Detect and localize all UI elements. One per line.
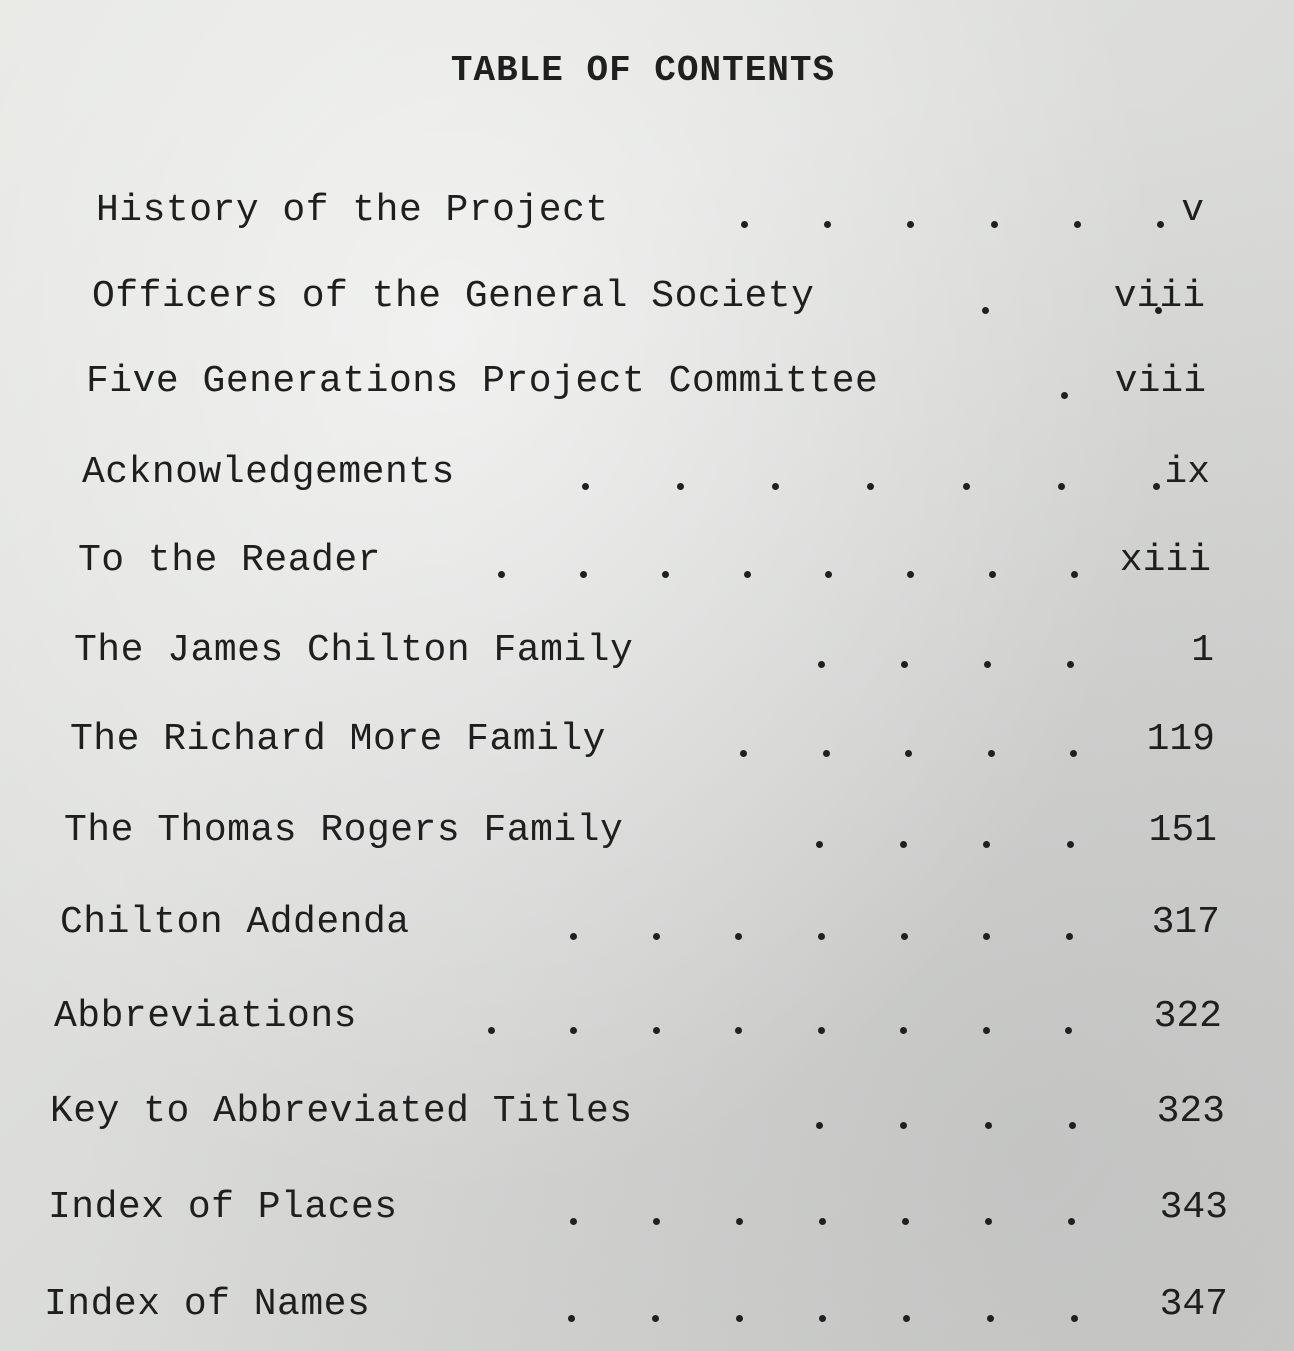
leader-dot bbox=[987, 1315, 994, 1322]
leader-dot bbox=[653, 1027, 660, 1034]
toc-entry bbox=[44, 1280, 1228, 1330]
leader-dot bbox=[735, 1027, 742, 1034]
toc-entry-title: The James Chilton Family bbox=[74, 629, 634, 672]
leader-dot bbox=[1074, 221, 1081, 228]
dot-leader bbox=[570, 898, 1073, 948]
toc-entry-title: History of the Project bbox=[96, 189, 609, 232]
toc-entry bbox=[92, 272, 1205, 322]
leader-dot bbox=[652, 1315, 659, 1322]
leader-dot bbox=[735, 933, 742, 940]
toc-entry bbox=[48, 1183, 1228, 1233]
toc-entry-title: Officers of the General Society bbox=[92, 275, 815, 318]
toc-entry bbox=[54, 992, 1222, 1042]
toc-entry-page: 1 bbox=[1191, 629, 1214, 672]
leader-dot bbox=[983, 841, 990, 848]
leader-dot bbox=[963, 483, 970, 490]
toc-entry-title: Acknowledgements bbox=[82, 451, 455, 494]
leader-dot bbox=[825, 571, 832, 578]
leader-dot bbox=[744, 571, 751, 578]
leader-dot bbox=[907, 571, 914, 578]
leader-dot bbox=[488, 1027, 495, 1034]
leader-dot bbox=[991, 221, 998, 228]
toc-entry-page: xiii bbox=[1119, 539, 1211, 582]
toc-entry-page: viii bbox=[1114, 360, 1206, 403]
leader-dot bbox=[1071, 571, 1078, 578]
leader-dot bbox=[816, 841, 823, 848]
leader-dot bbox=[819, 1218, 826, 1225]
leader-dot bbox=[819, 1315, 826, 1322]
leader-dot bbox=[905, 750, 912, 757]
leader-dot bbox=[902, 1218, 909, 1225]
leader-dot bbox=[653, 933, 660, 940]
leader-dot bbox=[985, 1122, 992, 1129]
toc-entry bbox=[64, 806, 1217, 856]
toc-entry bbox=[74, 626, 1214, 676]
toc-entry bbox=[86, 357, 1206, 407]
dot-leader bbox=[816, 806, 1074, 856]
toc-entry bbox=[82, 448, 1210, 498]
leader-dot bbox=[824, 221, 831, 228]
leader-dot bbox=[1070, 750, 1077, 757]
leader-dot bbox=[982, 307, 989, 314]
toc-entry-page: ix bbox=[1164, 451, 1210, 494]
leader-dot bbox=[900, 841, 907, 848]
leader-dot bbox=[582, 483, 589, 490]
leader-dot bbox=[736, 1218, 743, 1225]
leader-dot bbox=[1069, 1122, 1076, 1129]
toc-entry-title: Five Generations Project Committee bbox=[86, 360, 879, 403]
leader-dot bbox=[1058, 483, 1065, 490]
dot-leader bbox=[570, 1183, 1075, 1233]
leader-dot bbox=[984, 661, 991, 668]
leader-dot bbox=[1067, 841, 1074, 848]
toc-entry-title: Index of Names bbox=[44, 1283, 371, 1326]
dot-leader bbox=[498, 536, 1078, 586]
leader-dot bbox=[570, 1027, 577, 1034]
toc-entry-title: Key to Abbreviated Titles bbox=[50, 1090, 633, 1133]
toc-entry-title: Index of Places bbox=[48, 1186, 398, 1229]
leader-dot bbox=[1068, 1218, 1075, 1225]
leader-dot bbox=[740, 750, 747, 757]
dot-leader bbox=[582, 448, 1160, 498]
toc-entry-title: Abbreviations bbox=[54, 995, 357, 1038]
leader-dot bbox=[867, 483, 874, 490]
toc-entry bbox=[78, 536, 1211, 586]
leader-dot bbox=[1071, 1315, 1078, 1322]
page-title: TABLE OF CONTENTS bbox=[450, 50, 836, 92]
toc-entry-title: Chilton Addenda bbox=[60, 901, 410, 944]
leader-dot bbox=[818, 661, 825, 668]
leader-dot bbox=[983, 933, 990, 940]
leader-dot bbox=[989, 571, 996, 578]
toc-entry bbox=[96, 186, 1204, 236]
leader-dot bbox=[570, 933, 577, 940]
leader-dot bbox=[1153, 483, 1160, 490]
leader-dot bbox=[1157, 221, 1164, 228]
toc-entry-page: 323 bbox=[1156, 1090, 1225, 1133]
toc-entry-page: 119 bbox=[1146, 718, 1215, 761]
leader-dot bbox=[907, 221, 914, 228]
dot-leader bbox=[1061, 357, 1069, 407]
leader-dot bbox=[677, 483, 684, 490]
leader-dot bbox=[736, 1315, 743, 1322]
toc-entry-page: 322 bbox=[1153, 995, 1222, 1038]
leader-dot bbox=[568, 1315, 575, 1322]
leader-dot bbox=[498, 571, 505, 578]
toc-entry bbox=[60, 898, 1220, 948]
leader-dot bbox=[1061, 392, 1068, 399]
leader-dot bbox=[988, 750, 995, 757]
leader-dot bbox=[772, 483, 779, 490]
leader-dot bbox=[653, 1218, 660, 1225]
leader-dot bbox=[900, 1122, 907, 1129]
dot-leader bbox=[818, 626, 1074, 676]
toc-entry-page: 317 bbox=[1151, 901, 1220, 944]
leader-dot bbox=[662, 571, 669, 578]
toc-entry-page: 343 bbox=[1159, 1186, 1228, 1229]
leader-dot bbox=[901, 933, 908, 940]
leader-dot bbox=[1067, 661, 1074, 668]
dot-leader bbox=[488, 992, 1072, 1042]
toc-entry-title: The Richard More Family bbox=[70, 718, 606, 761]
leader-dot bbox=[741, 221, 748, 228]
toc-entry-title: The Thomas Rogers Family bbox=[64, 809, 624, 852]
leader-dot bbox=[985, 1218, 992, 1225]
leader-dot bbox=[580, 571, 587, 578]
leader-dot bbox=[900, 1027, 907, 1034]
leader-dot bbox=[903, 1315, 910, 1322]
toc-entry bbox=[50, 1087, 1225, 1137]
toc-entry-page: 347 bbox=[1159, 1283, 1228, 1326]
toc-entry-title: To the Reader bbox=[78, 539, 381, 582]
leader-dot bbox=[1066, 933, 1073, 940]
toc-entry bbox=[70, 715, 1215, 765]
leader-dot bbox=[983, 1027, 990, 1034]
toc-entry-page: 151 bbox=[1148, 809, 1217, 852]
leader-dot bbox=[901, 661, 908, 668]
leader-dot bbox=[818, 1027, 825, 1034]
dot-leader bbox=[568, 1280, 1078, 1330]
dot-leader bbox=[816, 1087, 1076, 1137]
leader-dot bbox=[823, 750, 830, 757]
dot-leader bbox=[741, 186, 1164, 236]
toc-entry-page: v bbox=[1181, 189, 1204, 232]
leader-dot bbox=[818, 933, 825, 940]
dot-leader bbox=[740, 715, 1077, 765]
leader-dot bbox=[1065, 1027, 1072, 1034]
leader-dot bbox=[570, 1218, 577, 1225]
toc-entry-page: viii bbox=[1113, 275, 1205, 318]
leader-dot bbox=[816, 1122, 823, 1129]
